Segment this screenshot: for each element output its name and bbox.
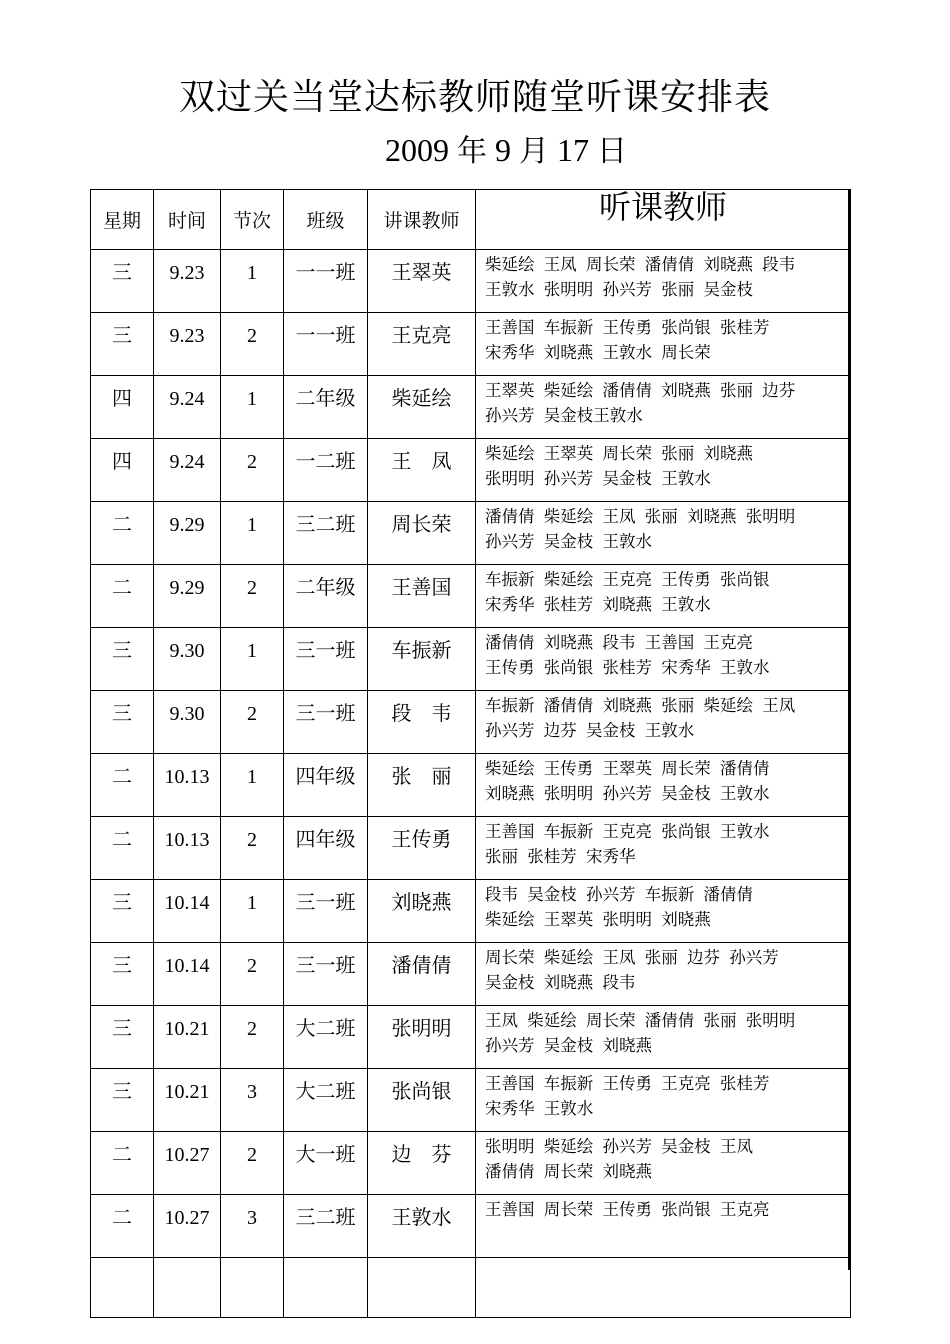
table-row (91, 502, 851, 565)
cell-lecturer-container (368, 313, 476, 376)
cell-weekday-container (91, 817, 154, 880)
cell-weekday-container (91, 943, 154, 1006)
cell-class: 大二班 (295, 1016, 356, 1040)
cell-time-container (154, 502, 221, 565)
cell-weekday-container (91, 250, 154, 313)
cell-time: 10.21 (164, 1018, 210, 1040)
cell-weekday-container (91, 1195, 154, 1258)
cell-period: 1 (247, 262, 257, 284)
empty-cell (284, 1258, 368, 1318)
cell-period: 2 (247, 325, 257, 347)
cell-weekday-container (91, 439, 154, 502)
date-month-unit: 月 (519, 134, 549, 169)
cell-period: 1 (247, 514, 257, 536)
header-period: 节次 (221, 190, 284, 250)
cell-period-container (221, 250, 284, 313)
cell-lecturer: 王翠英 (391, 260, 452, 284)
cell-weekday: 二 (112, 764, 132, 788)
cell-time: 10.14 (164, 955, 210, 977)
cell-listeners: 潘倩倩 柴延绘 王凤 张丽 刘晓燕 张明明 孙兴芳 吴金枝 王敦水 (476, 502, 851, 565)
cell-weekday-container (91, 1069, 154, 1132)
cell-time: 9.30 (169, 640, 205, 662)
table-row-empty (91, 1258, 851, 1318)
cell-weekday: 二 (112, 575, 132, 599)
cell-weekday: 二 (112, 1142, 132, 1166)
table-row (91, 943, 851, 1006)
cell-period-container (221, 628, 284, 691)
cell-time-container (154, 1132, 221, 1195)
cell-time: 9.29 (169, 514, 205, 536)
cell-class-container (284, 1132, 368, 1195)
cell-weekday-container (91, 313, 154, 376)
cell-lecturer: 边 芬 (391, 1142, 452, 1166)
cell-lecturer: 张尚银 (391, 1079, 452, 1103)
cell-weekday-container (91, 565, 154, 628)
cell-time: 9.24 (169, 388, 205, 410)
table-row (91, 628, 851, 691)
cell-listeners: 王善国 车振新 王克亮 张尚银 王敦水 张丽 张桂芳 宋秀华 (476, 817, 851, 880)
table-row (91, 376, 851, 439)
cell-period-container (221, 691, 284, 754)
cell-lecturer: 段 韦 (391, 701, 452, 725)
cell-weekday: 三 (112, 701, 132, 725)
cell-period-container (221, 439, 284, 502)
cell-period: 2 (247, 1018, 257, 1040)
cell-weekday-container (91, 1132, 154, 1195)
cell-weekday-container (91, 628, 154, 691)
cell-period: 1 (247, 388, 257, 410)
cell-lecturer: 张 丽 (391, 764, 452, 788)
cell-class-container (284, 1069, 368, 1132)
cell-time-container (154, 691, 221, 754)
table-row (91, 439, 851, 502)
table-row (91, 691, 851, 754)
cell-lecturer: 潘倩倩 (391, 953, 452, 977)
table-row (91, 313, 851, 376)
cell-listeners: 王翠英 柴延绘 潘倩倩 刘晓燕 张丽 边芬 孙兴芳 吴金枝王敦水 (476, 376, 851, 439)
cell-period-container (221, 1006, 284, 1069)
cell-weekday: 四 (112, 449, 132, 473)
cell-class: 大一班 (295, 1142, 356, 1166)
empty-cell (476, 1258, 851, 1318)
cell-period: 2 (247, 703, 257, 725)
cell-class-container (284, 880, 368, 943)
cell-lecturer-container (368, 439, 476, 502)
cell-time-container (154, 250, 221, 313)
cell-lecturer: 王克亮 (391, 323, 452, 347)
cell-period-container (221, 817, 284, 880)
cell-listeners: 车振新 柴延绘 王克亮 王传勇 张尚银 宋秀华 张桂芳 刘晓燕 王敦水 (476, 565, 851, 628)
cell-class: 三一班 (295, 701, 356, 725)
cell-time: 10.14 (164, 892, 210, 914)
table-row (91, 754, 851, 817)
cell-listeners: 柴延绘 王翠英 周长荣 张丽 刘晓燕 张明明 孙兴芳 吴金枝 王敦水 (476, 439, 851, 502)
cell-lecturer-container (368, 376, 476, 439)
cell-weekday: 二 (112, 827, 132, 851)
cell-class-container (284, 250, 368, 313)
cell-period: 1 (247, 640, 257, 662)
table-row (91, 1132, 851, 1195)
cell-period-container (221, 502, 284, 565)
date-month: 9 (495, 132, 511, 168)
cell-period: 2 (247, 451, 257, 473)
cell-lecturer-container (368, 565, 476, 628)
cell-time-container (154, 1195, 221, 1258)
cell-weekday: 三 (112, 323, 132, 347)
cell-class-container (284, 313, 368, 376)
cell-time-container (154, 1069, 221, 1132)
cell-lecturer: 张明明 (391, 1016, 452, 1040)
table-row (91, 1006, 851, 1069)
table-right-border (848, 189, 850, 1270)
table-body (91, 250, 851, 1318)
cell-lecturer: 周长荣 (391, 512, 452, 536)
cell-listeners: 车振新 潘倩倩 刘晓燕 张丽 柴延绘 王凤 孙兴芳 边芬 吴金枝 王敦水 (476, 691, 851, 754)
cell-class-container (284, 943, 368, 1006)
cell-class-container (284, 1006, 368, 1069)
cell-lecturer-container (368, 817, 476, 880)
cell-lecturer-container (368, 691, 476, 754)
cell-time: 10.27 (164, 1144, 210, 1166)
cell-lecturer: 车振新 (391, 638, 452, 662)
cell-lecturer: 王善国 (391, 575, 452, 599)
cell-weekday-container (91, 691, 154, 754)
cell-class: 四年级 (295, 764, 356, 788)
schedule-date (385, 130, 627, 172)
cell-weekday: 二 (112, 1205, 132, 1229)
cell-period: 3 (247, 1081, 257, 1103)
cell-class: 一一班 (295, 323, 356, 347)
cell-class: 二年级 (295, 386, 356, 410)
cell-listeners: 张明明 柴延绘 孙兴芳 吴金枝 王凤 潘倩倩 周长荣 刘晓燕 (476, 1132, 851, 1195)
cell-weekday: 四 (112, 386, 132, 410)
table-row (91, 817, 851, 880)
header-listeners: 听课教师 (476, 190, 851, 250)
header-class: 班级 (284, 190, 368, 250)
cell-weekday-container (91, 376, 154, 439)
cell-class: 一二班 (295, 449, 356, 473)
cell-time: 9.23 (169, 325, 205, 347)
cell-time-container (154, 1006, 221, 1069)
cell-period-container (221, 1195, 284, 1258)
cell-class-container (284, 691, 368, 754)
cell-period-container (221, 754, 284, 817)
cell-weekday: 三 (112, 1016, 132, 1040)
cell-class-container (284, 1195, 368, 1258)
header-lecturer: 讲课教师 (368, 190, 476, 250)
cell-weekday: 二 (112, 512, 132, 536)
cell-lecturer-container (368, 754, 476, 817)
date-year-unit: 年 (457, 134, 487, 169)
cell-period: 2 (247, 829, 257, 851)
cell-class-container (284, 502, 368, 565)
cell-period: 1 (247, 892, 257, 914)
cell-lecturer-container (368, 1006, 476, 1069)
table-header-row (91, 190, 851, 250)
empty-cell (154, 1258, 221, 1318)
cell-time: 10.21 (164, 1081, 210, 1103)
cell-weekday: 三 (112, 953, 132, 977)
cell-class-container (284, 754, 368, 817)
cell-lecturer: 刘晓燕 (391, 890, 452, 914)
cell-class: 一一班 (295, 260, 356, 284)
cell-weekday: 三 (112, 1079, 132, 1103)
cell-lecturer-container (368, 628, 476, 691)
cell-class-container (284, 628, 368, 691)
date-day-unit: 日 (597, 134, 627, 169)
cell-class: 三一班 (295, 890, 356, 914)
cell-lecturer-container (368, 1195, 476, 1258)
cell-period-container (221, 1069, 284, 1132)
table-row (91, 1069, 851, 1132)
cell-lecturer-container (368, 943, 476, 1006)
cell-time-container (154, 817, 221, 880)
cell-class: 四年级 (295, 827, 356, 851)
cell-lecturer-container (368, 1132, 476, 1195)
cell-weekday: 三 (112, 890, 132, 914)
cell-time: 9.23 (169, 262, 205, 284)
cell-time-container (154, 628, 221, 691)
cell-period-container (221, 565, 284, 628)
cell-class: 三二班 (295, 1205, 356, 1229)
cell-period: 2 (247, 955, 257, 977)
cell-lecturer: 柴延绘 (391, 386, 452, 410)
cell-weekday: 三 (112, 260, 132, 284)
cell-period: 1 (247, 766, 257, 788)
page-title: 双过关当堂达标教师随堂听课安排表 (178, 77, 771, 118)
table-row (91, 565, 851, 628)
cell-listeners: 王善国 周长荣 王传勇 张尚银 王克亮 (476, 1195, 851, 1258)
cell-class: 三二班 (295, 512, 356, 536)
table-row (91, 1195, 851, 1258)
cell-class: 二年级 (295, 575, 356, 599)
cell-time-container (154, 754, 221, 817)
cell-class-container (284, 439, 368, 502)
cell-time: 9.29 (169, 577, 205, 599)
cell-class-container (284, 817, 368, 880)
cell-time-container (154, 313, 221, 376)
cell-lecturer-container (368, 880, 476, 943)
cell-weekday-container (91, 754, 154, 817)
table-row (91, 880, 851, 943)
cell-time: 10.13 (164, 766, 210, 788)
cell-period-container (221, 376, 284, 439)
cell-time-container (154, 943, 221, 1006)
cell-lecturer: 王传勇 (391, 827, 452, 851)
cell-time-container (154, 565, 221, 628)
cell-lecturer-container (368, 1069, 476, 1132)
cell-period-container (221, 880, 284, 943)
cell-lecturer: 王 凤 (391, 449, 452, 473)
cell-listeners: 王善国 车振新 王传勇 王克亮 张桂芳 宋秀华 王敦水 (476, 1069, 851, 1132)
cell-time-container (154, 880, 221, 943)
date-year: 2009 (385, 132, 449, 168)
cell-time-container (154, 376, 221, 439)
cell-class: 三一班 (295, 638, 356, 662)
cell-lecturer-container (368, 250, 476, 313)
cell-period-container (221, 313, 284, 376)
cell-period: 2 (247, 577, 257, 599)
cell-class: 三一班 (295, 953, 356, 977)
cell-listeners: 柴延绘 王凤 周长荣 潘倩倩 刘晓燕 段韦 王敦水 张明明 孙兴芳 张丽 吴金枝 (476, 250, 851, 313)
cell-time-container (154, 439, 221, 502)
cell-weekday-container (91, 1006, 154, 1069)
cell-listeners: 王凤 柴延绘 周长荣 潘倩倩 张丽 张明明 孙兴芳 吴金枝 刘晓燕 (476, 1006, 851, 1069)
cell-lecturer-container (368, 502, 476, 565)
cell-period: 3 (247, 1207, 257, 1229)
cell-time: 9.30 (169, 703, 205, 725)
schedule-table (90, 189, 851, 1318)
empty-cell (221, 1258, 284, 1318)
cell-period: 2 (247, 1144, 257, 1166)
cell-period-container (221, 1132, 284, 1195)
cell-listeners: 王善国 车振新 王传勇 张尚银 张桂芳 宋秀华 刘晓燕 王敦水 周长荣 (476, 313, 851, 376)
cell-class-container (284, 565, 368, 628)
date-day: 17 (557, 132, 589, 168)
cell-period-container (221, 943, 284, 1006)
cell-listeners: 柴延绘 王传勇 王翠英 周长荣 潘倩倩 刘晓燕 张明明 孙兴芳 吴金枝 王敦水 (476, 754, 851, 817)
cell-time: 10.13 (164, 829, 210, 851)
table-row (91, 250, 851, 313)
cell-time: 9.24 (169, 451, 205, 473)
cell-weekday-container (91, 880, 154, 943)
header-weekday: 星期 (91, 190, 154, 250)
empty-cell (368, 1258, 476, 1318)
cell-weekday-container (91, 502, 154, 565)
cell-listeners: 潘倩倩 刘晓燕 段韦 王善国 王克亮 王传勇 张尚银 张桂芳 宋秀华 王敦水 (476, 628, 851, 691)
cell-time: 10.27 (164, 1207, 210, 1229)
cell-class-container (284, 376, 368, 439)
cell-class: 大二班 (295, 1079, 356, 1103)
cell-weekday: 三 (112, 638, 132, 662)
cell-lecturer: 王敦水 (391, 1205, 452, 1229)
cell-listeners: 段韦 吴金枝 孙兴芳 车振新 潘倩倩 柴延绘 王翠英 张明明 刘晓燕 (476, 880, 851, 943)
header-time: 时间 (154, 190, 221, 250)
empty-cell (91, 1258, 154, 1318)
cell-listeners: 周长荣 柴延绘 王凤 张丽 边芬 孙兴芳 吴金枝 刘晓燕 段韦 (476, 943, 851, 1006)
